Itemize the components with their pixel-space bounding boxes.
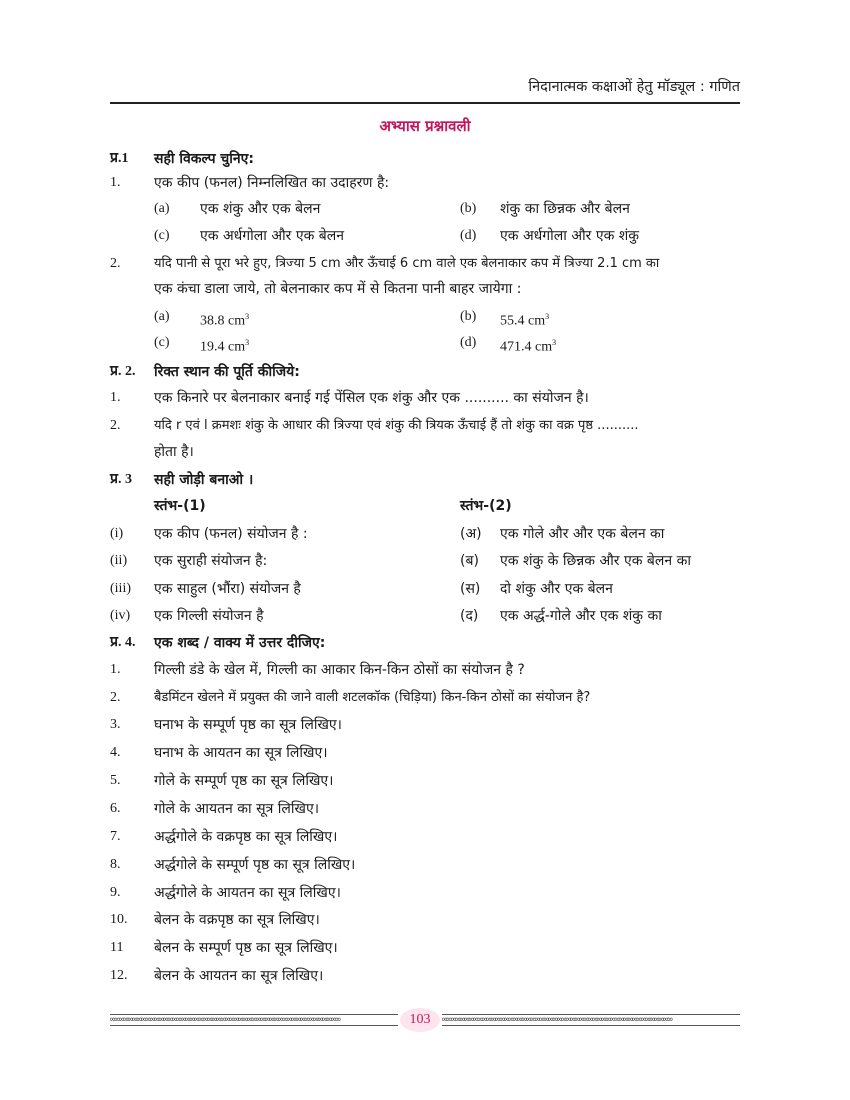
q4-item3-number: 3. (110, 717, 121, 732)
q1-item2-text-line1: यदि पानी से पूरा भरे हुए, त्रिज्या 5 cm और ऊँचाई 6 cm वाले एक बेलनाकार कप में त्रिज्या 2.1 cm का (154, 256, 660, 271)
q1-heading: सही विकल्प चुनिए: (154, 151, 255, 167)
q1-item2-option-c: 19.4 $cm^3$ (200, 338, 250, 355)
q2-item1-text: एक किनारे पर बेलनाकार बनाई गई पेंसिल एक शंकु और एक .......... का संयोजन है। (154, 390, 589, 406)
q1-item1-option-b-key: (b) (460, 201, 477, 216)
q3-row3-left: एक साहुल (भौंरा) संयोजन है (154, 581, 301, 597)
q4-item8-number: 8. (110, 857, 121, 872)
q4-item3-text: घनाभ के सम्पूर्ण पृष्ठ का सूत्र लिखिए। (154, 717, 342, 733)
q1-item1-option-d: एक अर्धगोला और एक शंकु (500, 228, 640, 244)
q4-label: प्र. 4. (110, 635, 136, 650)
q3-row2-number: (ii) (110, 553, 128, 568)
q4-item12-text: बेलन के आयतन का सूत्र लिखिए। (154, 968, 324, 984)
q1-item1-option-c: एक अर्धगोला और एक बेलन (200, 228, 345, 244)
q1-item2-option-b-key: (b) (460, 309, 477, 324)
q1-item1-option-a-key: (a) (154, 201, 170, 216)
q3-row3-number: (iii) (110, 581, 131, 596)
q4-item7-number: 7. (110, 829, 121, 844)
q4-item10-text: बेलन के वक्रपृष्ठ का सूत्र लिखिए। (154, 912, 320, 928)
q4-item11-number: 11 (110, 940, 124, 955)
page-number: 103 (400, 1008, 440, 1032)
q3-row4-left: एक गिल्ली संयोजन है (154, 608, 264, 624)
q3-row4-right: एक अर्द्ध-गोले और एक शंकु का (500, 608, 662, 624)
q4-item10-number: 10. (110, 912, 128, 927)
q1-item2-option-a-key: (a) (154, 309, 170, 324)
q2-label: प्र. 2. (110, 364, 136, 379)
q4-item4-number: 4. (110, 745, 121, 760)
q1-item2-option-d: 471.4 $cm^3$ (500, 338, 557, 355)
q1-item1-option-b: शंकु का छिन्नक और बेलन (500, 201, 630, 217)
q1-item1-option-d-key: (d) (460, 228, 477, 243)
q1-item2-option-c-key: (c) (154, 335, 170, 350)
q3-row3-right-key: (स) (460, 581, 481, 597)
q3-row1-left: एक कीप (फनल) संयोजन है : (154, 526, 308, 542)
q1-label: प्र.1 (110, 151, 129, 166)
q4-item6-text: गोले के आयतन का सूत्र लिखिए। (154, 801, 319, 817)
q2-item1-number: 1. (110, 390, 121, 405)
exercise-title: अभ्यास प्रश्नावली (379, 117, 471, 135)
q4-item2-number: 2. (110, 690, 121, 705)
q2-item2-text-line1: यदि r एवं l क्रमशः शंकु के आधार की त्रिज्या एवं शंकु की त्रियक ऊँचाई हैं तो शंकु का वक्र पृष्ठ .......... (154, 418, 639, 433)
q3-row3-right: दो शंकु और एक बेलन (500, 581, 613, 597)
q4-item11-text: बेलन के सम्पूर्ण पृष्ठ का सूत्र लिखिए। (154, 940, 338, 956)
q3-row4-number: (iv) (110, 608, 131, 623)
q4-item5-number: 5. (110, 773, 121, 788)
q4-item1-text: गिल्ली डंडे के खेल में, गिल्ली का आकार किन-किन ठोसों का संयोजन है ? (154, 662, 525, 678)
q1-item2-text-line2: एक कंचा डाला जाये, तो बेलनाकार कप में से कितना पानी बाहर जायेगा : (154, 281, 522, 297)
header-title: निदानात्मक कक्षाओं हेतु मॉड्यूल : गणित (528, 79, 740, 95)
q3-column2-heading: स्तंभ-(2) (460, 498, 512, 514)
page-header (110, 74, 740, 104)
q4-item6-number: 6. (110, 801, 121, 816)
q3-row4-right-key: (द) (460, 608, 479, 624)
q3-label: प्र. 3 (110, 472, 132, 487)
q2-heading: रिक्त स्थान की पूर्ति कीजिये: (154, 364, 300, 380)
q3-column1-heading: स्तंभ-(1) (154, 498, 206, 514)
q2-item2-text-line2: होता है। (154, 444, 194, 460)
q3-row2-right: एक शंकु के छिन्नक और एक बेलन का (500, 553, 692, 569)
q1-item2-option-b: 55.4 $cm^3$ (500, 312, 550, 329)
q1-item1-text: एक कीप (फनल) निम्नलिखित का उदाहरण है: (154, 175, 390, 191)
q3-row1-number: (i) (110, 526, 124, 541)
q3-row2-right-key: (ब) (460, 553, 479, 569)
q4-item1-number: 1. (110, 662, 121, 677)
q1-item2-option-d-key: (d) (460, 335, 477, 350)
q1-item1-number: 1. (110, 175, 121, 190)
q4-item5-text: गोले के सम्पूर्ण पृष्ठ का सूत्र लिखिए। (154, 773, 334, 789)
q4-item8-text: अर्द्धगोले के सम्पूर्ण पृष्ठ का सूत्र लिखिए। (154, 857, 356, 873)
q1-item2-option-a: 38.8 $cm^3$ (200, 312, 250, 329)
q3-row2-left: एक सुराही संयोजन है: (154, 553, 268, 569)
q3-row1-right: एक गोले और और एक बेलन का (500, 526, 665, 542)
q3-row1-right-key: (अ) (460, 526, 482, 542)
q4-item4-text: घनाभ के आयतन का सूत्र लिखिए। (154, 745, 328, 761)
q1-item2-number: 2. (110, 256, 121, 271)
footer-border-right: ∞∞∞∞∞∞∞∞∞∞∞∞∞∞∞∞∞∞∞∞∞∞∞∞∞∞∞∞∞∞∞∞∞∞∞∞∞∞∞∞∞∞∞∞∞∞∞∞∞∞∞∞ (442, 1014, 740, 1026)
q3-heading: सही जोड़ी बनाओ । (154, 472, 254, 488)
q4-heading: एक शब्द / वाक्य में उत्तर दीजिए: (154, 635, 326, 651)
q4-item7-text: अर्द्धगोले के वक्रपृष्ठ का सूत्र लिखिए। (154, 829, 338, 845)
q1-item1-option-a: एक शंकु और एक बेलन (200, 201, 321, 217)
q4-item12-number: 12. (110, 968, 128, 983)
footer-border-left: ∞∞∞∞∞∞∞∞∞∞∞∞∞∞∞∞∞∞∞∞∞∞∞∞∞∞∞∞∞∞∞∞∞∞∞∞∞∞∞∞∞∞∞∞∞∞∞∞∞∞∞∞ (110, 1014, 398, 1026)
q4-item9-number: 9. (110, 885, 121, 900)
q4-item2-text: बैडमिंटन खेलने में प्रयुक्त की जाने वाली शटलकॉक (चिड़िया) किन-किन ठोसों का संयोजन है? (154, 690, 591, 705)
q1-item1-option-c-key: (c) (154, 228, 170, 243)
q2-item2-number: 2. (110, 418, 121, 433)
q4-item9-text: अर्द्धगोले के आयतन का सूत्र लिखिए। (154, 885, 341, 901)
